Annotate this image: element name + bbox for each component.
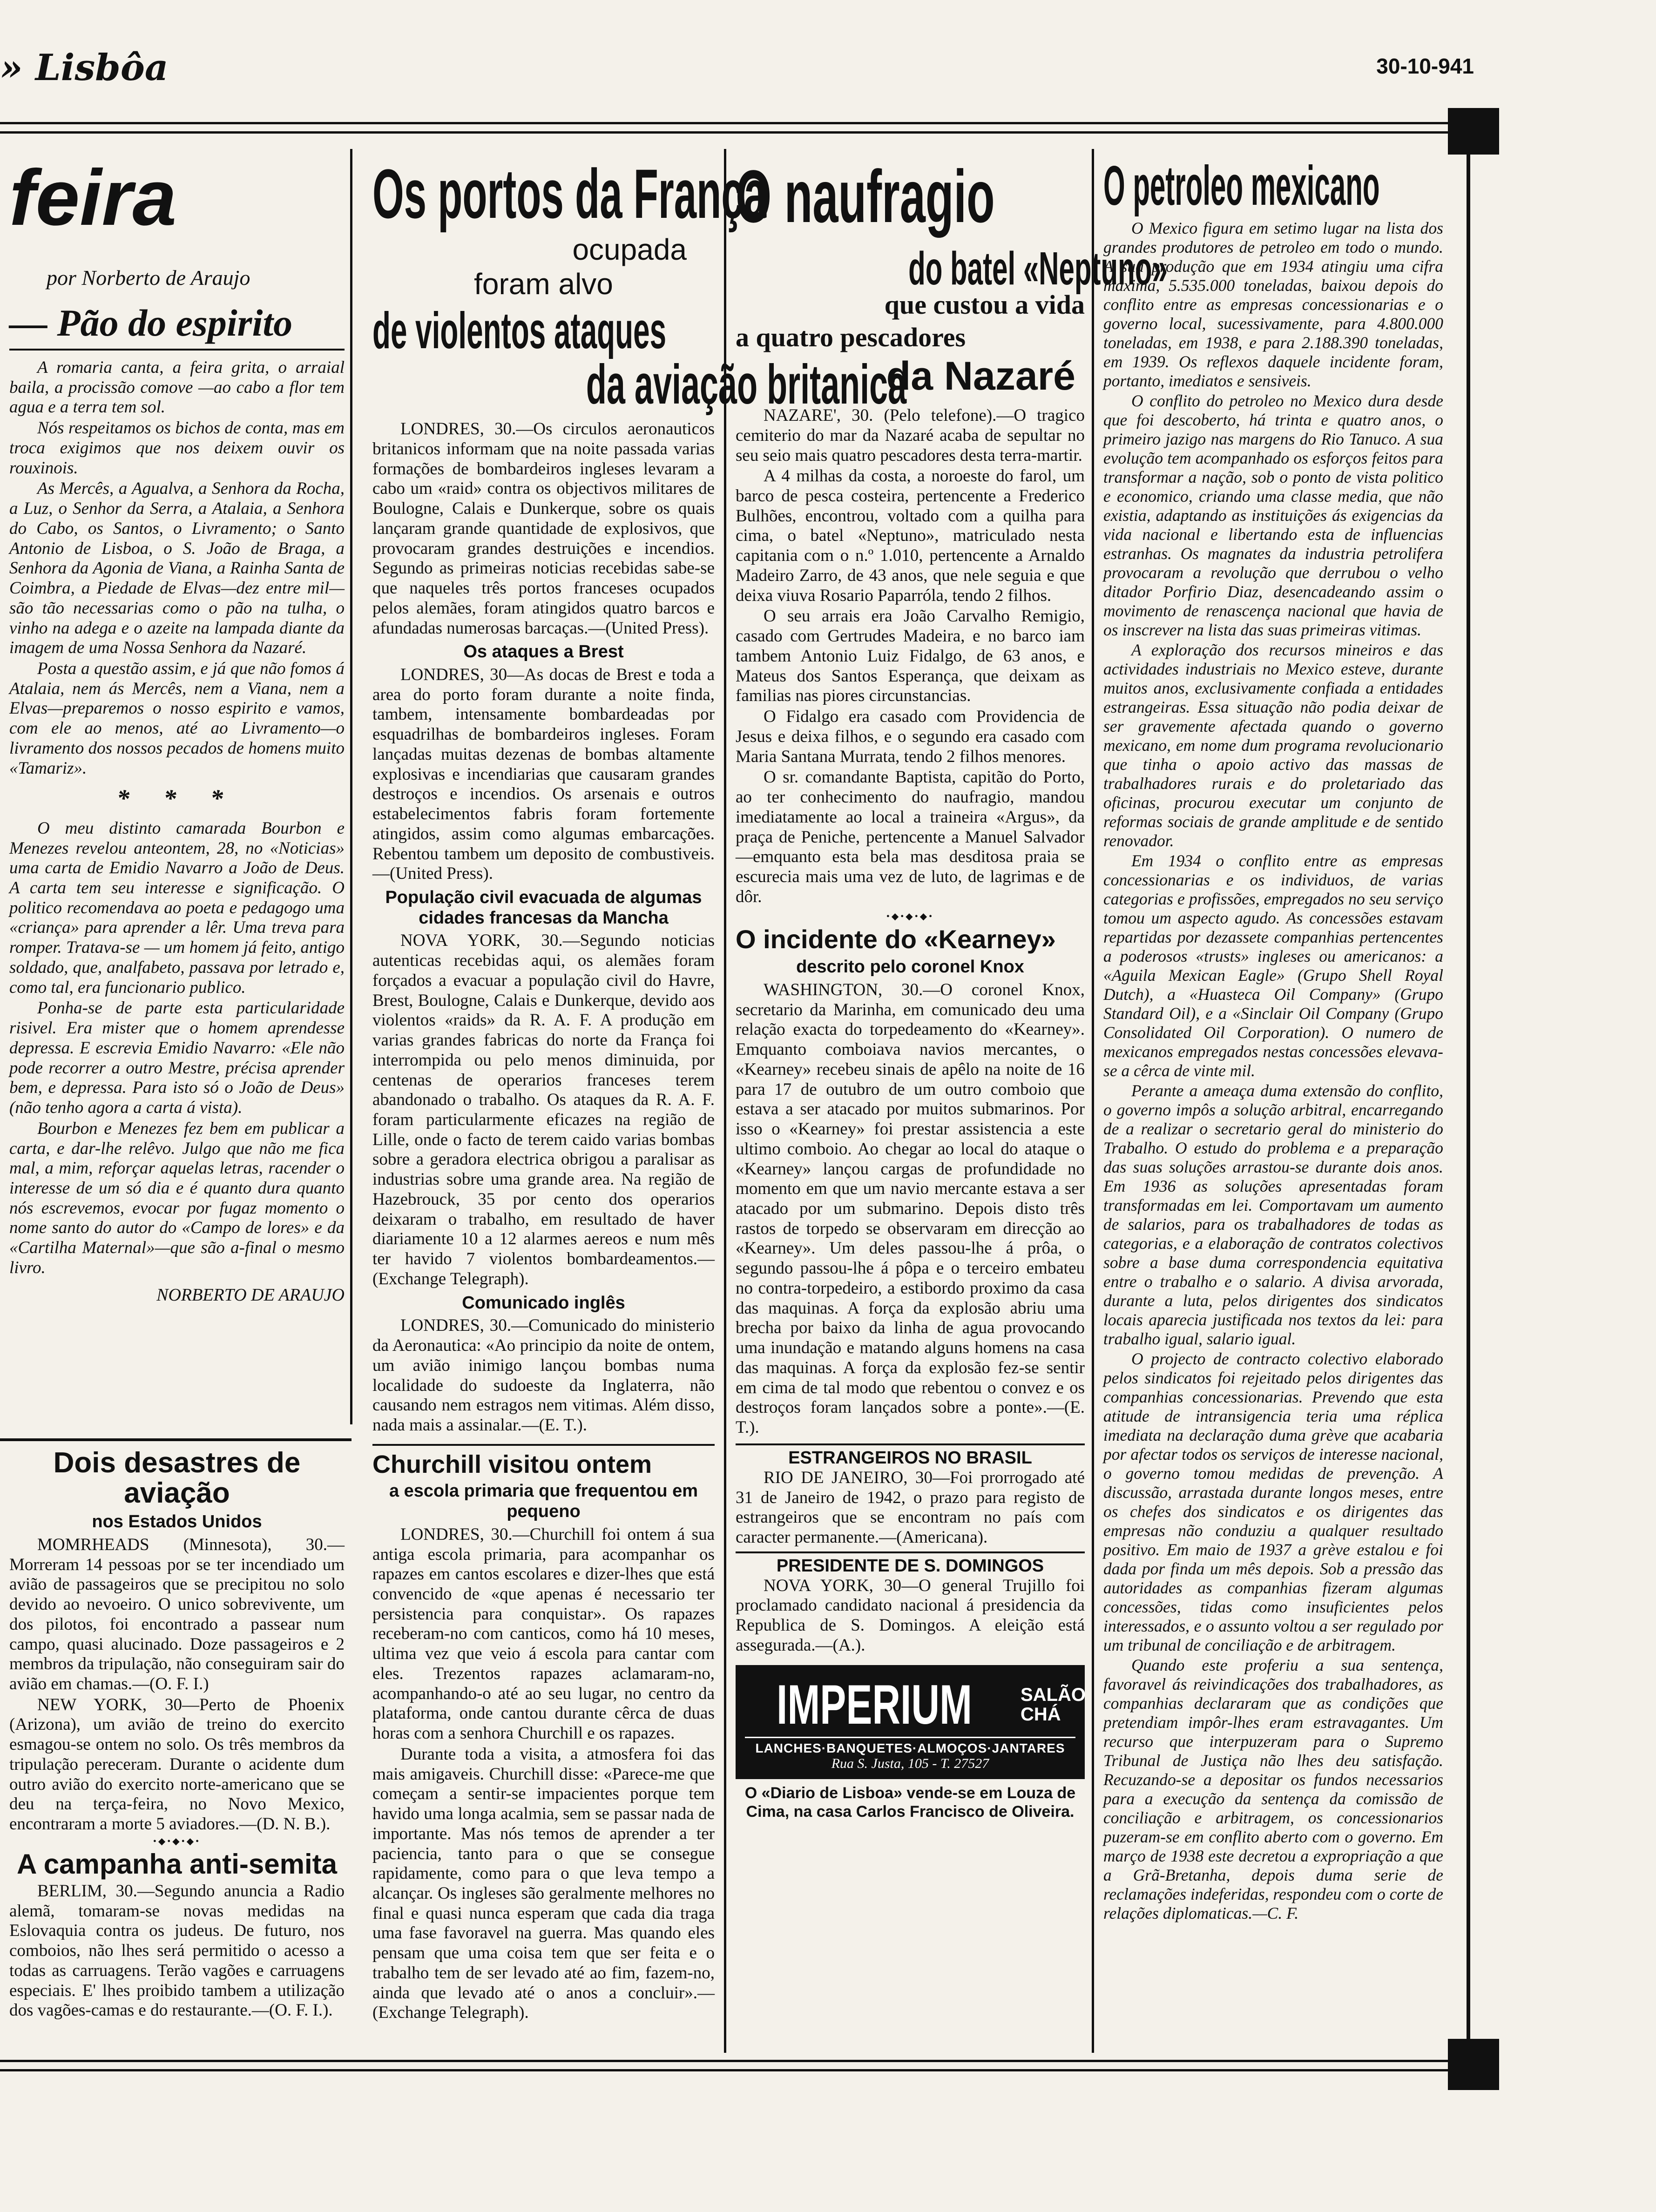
headline-wrap	[1103, 154, 1443, 217]
section-rule	[372, 1444, 715, 1446]
headline-churchill: Churchill visitou ontem	[372, 1450, 652, 1478]
headline-part-5-wrap	[372, 352, 907, 416]
headline-part-2-wrap	[736, 242, 1168, 295]
headline: Dois desastres de aviação	[53, 1447, 301, 1510]
newspaper-name: » Lisbôa	[0, 47, 169, 89]
headline: Os portos da França	[372, 155, 767, 233]
article-body-brasil: RIO DE JANEIRO, 30—Foi prorrogado até 31 de Janeiro de 1942, o prazo para registo de estrangeiros que se encontram no país com caracter permanente.—(Americana).	[736, 1468, 1085, 1547]
subheadline-kearney: descrito pelo coronel Knox	[796, 957, 1024, 977]
headline-antisemita: A campanha anti-semita	[17, 1848, 337, 1880]
ad-address: Rua S. Justa, 105 - T. 27527	[831, 1755, 989, 1771]
headline-part-4-wrap	[372, 301, 715, 360]
article-body: O Mexico figura em setimo lugar na lista dos grandes produtores de petroleo em todo o mundo. A sua produção que em 1934 atingiu uma cifra maxima, 5.535.000 toneladas, baixou depois do conflito entre as empresas concessionarias e o governo local, sucessivamente, para 4.800.000 toneladas, em 1938, e para 2.188.390 toneladas, em 1939. Os reflexos daquele incidente foram, portanto, imediatos e sensiveis. O conflito do petroleo no Mexico dura desde que foi descoberto, há trinta e quatro anos, o primeiro jazigo nas margens do Rio Tanuco. A sua evolução tem acompanhado os esforços feitos para transformar a nação, sob o ponto de vista politico e economico, criando uma classe media, que não existia, adaptando as instituições ás exigencias da vida nacional e libertando esta de influencias estranhas. Os magnates da industria petrolifera provocaram a revolução que derrubou o velho ditador Porfirio Diaz, desencadeando assim o movimento de renascença nacional que havia de os inscrever na lista das suas primeiras vitimas. A exploração dos recursos mineiros e das actividades industriais no Mexico esteve, durante muitos anos, exclusivamente confiada a entidades estrangeiras. Essa situação não podia deixar de ser gravemente afectada quando o governo mexicano, em nome dum programa revolucionario que tinha o apoio activo das massas de trabalhadores rurais e do proletariado das oficinas, procurou executar um conjunto de reformas sociais de grande amplitude e de sentido renovador. Em 1934 o conflito entre as empresas concessionarias e os individuos, de varias categorias e profissões, empregados no seu serviço tomou um aspecto agudo. As concessões estavam repartidas por dezassete companhias pertencentes a poderosos «trusts» ingleses ou americanos: a «Aguila Mexican Eagle» (Grupo Shell Royal Dutch), a «Huasteca Oil Company» (Grupo Standard Oil), e a «Sinclair Oil Company (Grupo Consolidated Oil Corporation). O numero de mexicanos empregados nestas concessões elevava-se a cêrca de vinte mil. Perante a ameaça duma extensão do conflito, o governo impôs a solução arbitral, encarregando de a realizar o secretario geral do ministerio do Trabalho. O estudo do problema e a preparação das suas soluções arrastou-se durante dois anos. Em 1936 as soluções apresentadas foram transformadas em lei. Comportavam um aumento de salarios, para os trabalhadores de todas as categorias, e a elaboração de contratos colectivos sobre a base duma correspondencia equitativa entre o trabalho e o salario. A divisa arvorada, durante a luta, pelos dirigentes dos sindicatos locais aparecia justificada nos textos da lei: para trabalho igual, salario igual. O projecto de contracto colectivo elaborado pelos sindicatos foi rejeitado pelos dirigentes das companhias concessionarias. Prevendo que esta atitude de intransigencia teria uma réplica imediata na declaração duma grève que acabaria por afectar todos os serviços de interesse nacional, o governo tomou medidas de prevenção. A discussão, arrastada durante longos meses, entre os chefes dos sindicatos e os dirigentes das empresas não conduziu a qualquer resultado positivo. Em maio de 1937 a grève estalou e foi dada por finda um mês depois. Sob a pressão das autoridades as companhias fizeram algumas concessões, tidas como insuficientes pelos interessados, e o assunto voltou a ser regulado por um tribunal de conciliação e de arbitragem. Quando este proferiu a sua sentença, favoravel ás reivindicações dos trabalhadores, as companhias declararam que as condições que pretendiam impôr-lhes eram estravagantes. Um recurso que interpuzeram para o Supremo Tribunal de Justiça não lhes deu satisfação. Recuzando-se a depositar os fundos necessarios para a execução da sentença da comissão de conciliação e arbitragem, os concessionarios puzeram-se em conflito aberto com o governo. Em março de 1938 este decretou a expropriação a que a Grã-Bretanha, depois duma serie de reclamações indeferidas, respondeu com o corte de relações diplomaticas.—C. F.	[1103, 219, 1443, 1922]
article-aviation	[9, 1448, 345, 2053]
section-rule-2	[736, 1551, 1085, 1553]
headline-wrap	[736, 154, 1085, 238]
subhead-communique: Comunicado inglês	[462, 1293, 625, 1313]
column-rule-1	[350, 149, 352, 1424]
article-feira	[9, 154, 345, 1434]
headline-kearney: O incidente do «Kearney»	[736, 924, 1056, 954]
ad-brand: IMPERIUM	[777, 1673, 972, 1736]
ad-salao-cha: SALÃO CHÁ	[1021, 1684, 1086, 1725]
headline-wrap	[372, 154, 767, 233]
article-title: feira	[9, 154, 177, 242]
headline-part-2: ocupada	[572, 233, 687, 266]
edge-block-bottom	[1448, 2039, 1499, 2090]
article-body: A romaria canta, a feira grita, o arraial baila, a procissão comove —ao cabo a flor tem agua e a terra tem sol. Nós respeitamos os bichos de conta, mas em troca exigimos que nos deixem ouvir os rouxinois. As Mercês, a Agualva, a Senhora da Rocha, a Luz, o Senhor da Serra, a Atalaia, a Senhora do Cabo, os Santos, o Livramento; o Santo Antonio de Lisboa, o S. João de Braga, a Senhora da Agonia de Viana, a Rainha Santa de Coimbra, a Piedade de Elvas—dez entre mil—são tão necessarias como o pão na tulha, o vinho na adega e o azeite na lampada diante da imagem de uma Nossa Senhora da Nazaré. Posta a questão assim, e já que não fomos á Atalaia, nem ás Mercês, nem a Viana, nem a Elvas—preparemos o nosso espirito e vamos, com ele ao menos, até ao Livramento—o livramento dos nossos pecados de homens muito «Tamariz». * * * O meu distinto camarada Bourbon e Menezes revelou anteontem, 28, no «Noticias» uma carta de Emidio Navarro a João de Deus. A carta tem seu interesse e significação. O politico recomendava ao poeta e pedagogo uma «criança» para aprender a lêr. Uma treva para romper. Tratava-se — um homem já feito, antigo soldado, que, analfabeto, passava por letrado e, como tal, era funcionario publico. Ponha-se de parte esta particularidade risivel. Era mister que o homem aprendesse depressa. E escrevia Emidio Navarro: «Ele não pode recorrer a outro Mestre, précisa aprender bem, e depressa. Para isto só o João de Deus» (não tenho agora a carta á vista). Bourbon e Menezes fez bem em publicar a carta, e dar-lhe relêvo. Julgo que não me fica mal, a mim, reforçar aquelas letras, racender o interesse de um só dia e é quanto dura quanto nós escrevemos, evocar por fugaz momento o nome santo do autor do «Campo de lores» e da «Cartilha Maternal»—que são a-final o mesmo livro.	[9, 358, 345, 1277]
subheadline-churchill: a escola primaria que frequentou em pequeno	[389, 1481, 698, 1522]
headline-part-3: foram alvo	[474, 267, 613, 301]
edge-rule	[1467, 140, 1470, 2071]
article-petroleo	[1103, 154, 1443, 2053]
headline-part-5: da aviação britanica	[586, 353, 907, 416]
signature: NORBERTO DE ARAUJO	[156, 1285, 345, 1305]
article-body: LONDRES, 30.—Os circulos aeronauticos britanicos informam que na noite passada varias formações de bombardeiros ingleses levaram a cabo um «raid» contra os objectivos militares de Boulogne, Calais e Dunkerque, sobre os quais lançaram grande quantidade de explosivos, que provocaram grandes destruições e incendios. Segundo as primeiras noticias recebidas sabe-se que naqueles três portos franceses ocupados pelos alemães, foram atingidos quatro barcos e afundadas numerosas barcaças.—(United Press). Os ataques a Brest LONDRES, 30—As docas de Brest e toda a area do porto foram durante a noite finda, tambem, intensamente bombardeadas por esquadrilhas de bombardeiros ingleses. Foram lançadas muitas dezenas de bombas altamente explosivas e incendiarias que causaram grandes destroços e incendios. Os arsenais e outros estabelecimentos fabris foram fortemente atingidos, assim como algumas embarcações. Rebentou tambem um deposito de combustiveis.—(United Press). População civil evacuada de algumas cidades francesas da Mancha NOVA YORK, 30.—Segundo noticias autenticas recebidas aqui, os alemães foram forçados a evacuar a população civil do Havre, Brest, Boulogne, Calais e Dunkerque, devido aos violentos «raids» da R. A. F. A produção em varias grandes fabricas do norte da França foi interrompida ou pelo menos diminuida, por centenas de operarios franceses terem abandonado o trabalho. Os ataques da R. A. F. foram particularmente eficazes na região de Lille, onde o facto de terem caido varias bombas sobre a geradora electrica obrigou a paralisar as industrias sobre uma grande area. Na região de Hazebrouck, 35 por cento dos operarios deixaram o trabalho, em resultado de haver diariamente 10 a 12 alarmes aereos e num mês ter havido 7 violentos bombardeamentos.—(Exchange Telegraph). Comunicado inglês LONDRES, 30.—Comunicado do ministerio da Aeronautica: «Ao principio da noite de ontem, um avião inimigo lançou bombas numa localidade do sudoeste da Inglaterra, não causando nem estragos nem vitimas. Além disso, nada mais a assinalar.—(E. T.).	[372, 419, 715, 1435]
article-subtitle: — Pão do espirito	[9, 302, 293, 344]
subhead-evacuation: População civil evacuada de algumas cidades francesas da Mancha	[385, 888, 702, 928]
edge-block-top	[1448, 108, 1499, 155]
sales-note: O «Diario de Lisboa» vende-se em Louza de Cima, na casa Carlos Francisco de Oliveira.	[744, 1784, 1076, 1821]
headline-part-2: do batel «Neptuno»	[908, 243, 1168, 295]
ad-services: LANCHES·BANQUETES·ALMOÇOS·JANTARES	[745, 1737, 1075, 1756]
top-rule-2	[0, 131, 1457, 134]
advertisement-imperium	[736, 1665, 1085, 1779]
subhead-brest: Os ataques a Brest	[463, 642, 624, 662]
headline-brasil: ESTRANGEIROS NO BRASIL	[788, 1448, 1032, 1468]
article-body-domingos: NOVA YORK, 30—O general Trujillo foi proclamado candidato nacional á presidencia da Republica de S. Domingos. A eleição está assegurada.—(A.).	[736, 1576, 1085, 1655]
column-rule-3	[1092, 149, 1094, 2053]
col1-section-rule	[0, 1438, 351, 1441]
article-body-kearney: WASHINGTON, 30.—O coronel Knox, secretario da Marinha, em comunicado deu uma relação exacta do torpedeamento do «Kearney». Emquanto comboiava navios mercantes, o «Kearney» recebeu sinais de apêlo na noite de 16 para 17 de outubro de um outro comboio que estava a ser atacado por muitos submarinos. Por isso o «Kearney» foi prestar assistencia a este ultimo comboio. Ao chegar ao local do ataque o «Kearney» lançou cargas de profundidade no momento em que um navio mercante estava a ser atacado por um submarino. Depois disto três rastos de torpedo se observaram em direcção ao «Kearney». Um deles passou-lhe á prôa, o segundo passou-lhe á pôpa e o terceiro embateu no contra-torpedeiro, a estibordo proximo da casa das maquinas. A força da explosão abriu uma brecha por baixo da linha de agua provocando uma inundação e matando alguns homens na casa das maquinas. A força da explosão fez-se sentir em cima de tal modo que rebentou o convez e os destroços foram lançados sobre a ponte».—(E. T.).	[736, 980, 1085, 1437]
article-body-2: BERLIM, 30.—Segundo anuncia a Radio alemã, tomaram-se novas medidas na Eslovaquia contra os judeus. De futuro, nos comboios, não lhes será permitido o acesso a todas as carruagens. Terão vagões e carruagens especiais. E' lhes proibido tambem a utilização dos vagões-camas e do restaurante.—(O. F. I.).	[9, 1881, 345, 2020]
top-rule	[0, 122, 1457, 124]
divider-dots: •◆•◆•◆•	[153, 1836, 201, 1847]
article-body-churchill: LONDRES, 30.—Churchill foi ontem á sua antiga escola primaria, para acompanhar os rapazes em cantos escolares e dizer-lhes que está convencido de «que apenas é necessario ter persistencia para conquistar». Os rapazes receberam-no com canticos, como há 10 meses, ultima vez que veio á escola para cantar com eles. Trezentos rapazes aclamaram-no, acompanhando-o até ao seu lugar, no centro da plataforma, onde cantou durante cêrca de duas horas com a senhora Churchill e os rapazes. Durante toda a visita, a atmosfera foi das mais amigaveis. Churchill disse: «Parece-me que começam a sentir-se impacientes porque tem havido uma longa acalmia, sem se passar nada de importante. Mas nós temos de aprender a ter paciencia, tanto para o que se consegue rapidamente, como para o que leva tempo a alcançar. Os ingleses são geralmente melhores no final e quasi nunca esperam que cada dia traga uma fase favoravel na guerra. Mas quando eles pensam que uma coisa tem que ser feita e o trabalho tem de ser levado até ao fim, fazem-no, ainda que levado até o anos a concluir».—(Exchange Telegraph).	[372, 1524, 715, 2023]
bottom-rule	[0, 2060, 1457, 2062]
article-naufragio	[736, 154, 1168, 2053]
subtitle-rule	[9, 349, 345, 351]
section-stars: * * *	[117, 784, 237, 813]
section-rule	[736, 1443, 1085, 1445]
issue-date: 30-10-941	[1376, 54, 1474, 78]
headline-part-4: de violentos ataques	[372, 302, 667, 360]
headline-part-3: que custou a vida	[884, 290, 1085, 320]
bottom-rule-2	[0, 2069, 1457, 2071]
headline-part-5: da Nazaré	[886, 354, 1075, 399]
divider-dots: •◆•◆•◆•	[886, 911, 934, 922]
headline: O petroleo mexicano	[1103, 155, 1380, 217]
article-body: MOMRHEADS (Minnesota), 30.—Morreram 14 pessoas por se ter incendiado um avião de passageiros que se precipitou no solo devido ao nevoeiro. O unico sobrevivente, um dos pilotos, foi encontrado a passear num campo, quasi alucinado. Doze passageiros e 2 membros da tripulação, não conseguiram sair do avião em chamas.—(O. F. I.) NEW YORK, 30—Perto de Phoenix (Arizona), um avião de treino do exercito esmagou-se ontem no solo. Os três membros da tripulação pereceram. Durante o acidente dum outro avião do exercito norte-americano que se deu na terça-feira, no Novo Mexico, encontraram a morte 5 aviadores.—(D. N. B.).	[9, 1535, 345, 1834]
article-body: NAZARE', 30. (Pelo telefone).—O tragico cemiterio do mar da Nazaré acaba de sepultar no seu seio mais quatro pescadores desta terra-martir. A 4 milhas da costa, a noroeste do farol, um barco de pesca costeira, pertencente a Frederico Bulhões, encontrou, voltado com a quilha para cima, o batel «Neptuno», matriculado nesta capitania com o n.º 1.010, pertencente a Arnaldo Madeiro Zarro, de 43 anos, que nele seguia e que deixa viuva Rosario Paparróla, tendo 2 filhos. O seu arrais era João Carvalho Remigio, casado com Gertrudes Madeira, e no barco iam tambem Antonio Luiz Fidalgo, de 63 anos, e Mateus dos Santos Esperança, que deixam as familias nas piores circunstancias. O Fidalgo era casado com Providencia de Jesus e deixa filhos, e o segundo era casado com Maria Santana Murrata, tendo 2 filhos menores. O sr. comandante Baptista, capitão do Porto, ao ter conhecimento do naufragio, mandou imediatamente ao local a traineira «Argus», da praça de Peniche, pertencente a Manuel Salvador—emquanto esta bela mas desditosa praia se escurecia mais uma vez de luto, de lagrimas e de dôr.	[736, 406, 1085, 906]
headline-domingos: PRESIDENTE DE S. DOMINGOS	[776, 1556, 1044, 1576]
headline-part-4: a quatro pescadores	[736, 322, 966, 352]
byline: por Norberto de Araujo	[47, 266, 250, 290]
headline: O naufragio	[736, 155, 995, 238]
column-rule-2	[724, 149, 726, 2053]
subheadline: nos Estados Unidos	[92, 1512, 262, 1532]
